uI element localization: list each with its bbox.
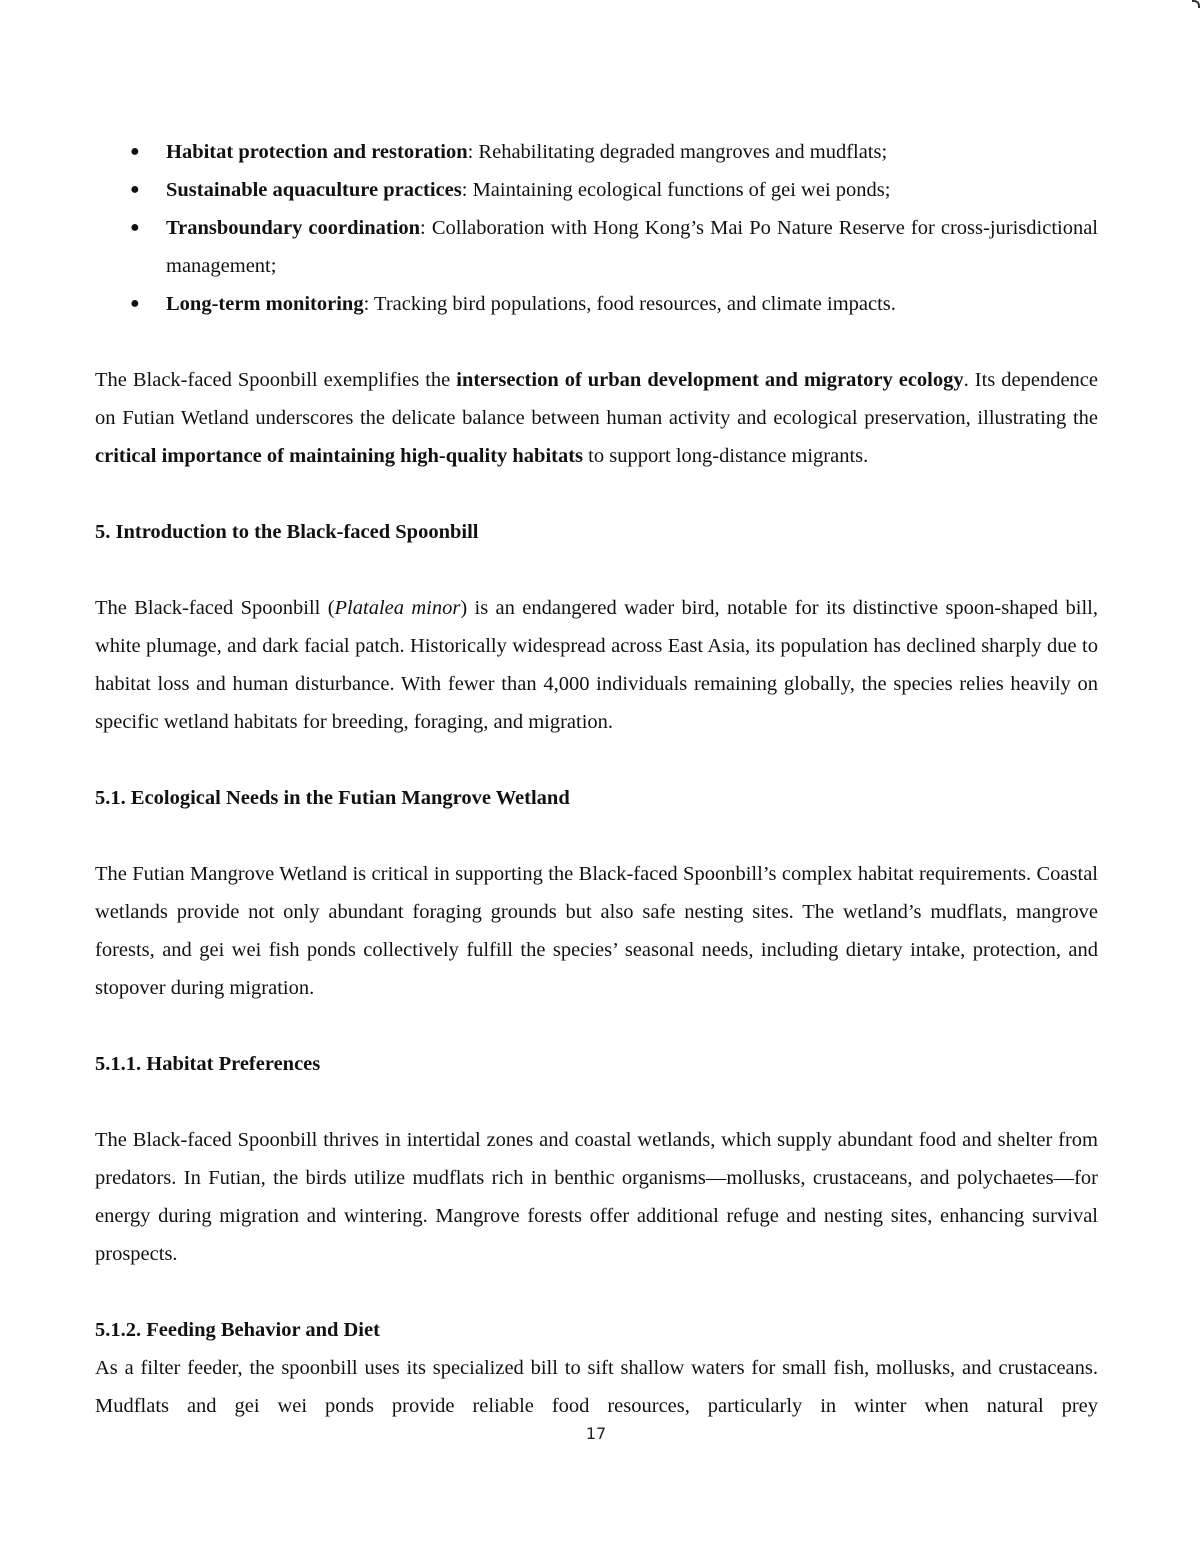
- species-name: Platalea minor: [334, 597, 461, 619]
- emphasis-text: intersection of urban development and migratory ecology: [456, 369, 964, 391]
- section-5-paragraph: The Black-faced Spoonbill (Platalea minor) is an endangered wader bird, notable for its distinctive spoon-shaped bill, white plumage, and dark facial patch. Historically widespread across East Asia, its population has declined sharply due to habitat loss and human disturbance. With fewer than 4,000 individuals remaining globally, the species relies heavily on specific wetland habitats for breeding, foraging, and migration.: [95, 597, 1099, 733]
- section-heading-5-1-1: 5.1.1. Habitat Preferences: [95, 1053, 321, 1075]
- bullet-term: Transboundary coordination: [166, 217, 421, 239]
- bullet-item: [95, 209, 1098, 285]
- page-corner-mark: [1192, 0, 1200, 8]
- bullet-text: : Rehabilitating degraded mangroves and mudflats;: [467, 141, 888, 163]
- section-heading-5-1: 5.1. Ecological Needs in the Futian Mangrove Wetland: [95, 787, 570, 809]
- bullet-term: Habitat protection and restoration: [166, 141, 468, 163]
- bullet-text: : Maintaining ecological functions of gei wei ponds;: [461, 179, 891, 201]
- bullet-item: [95, 171, 1098, 209]
- bullet-text: : Tracking bird populations, food resources, and climate impacts.: [363, 293, 896, 315]
- bullet-term: Sustainable aquaculture practices: [166, 179, 462, 201]
- section-5-1-1-paragraph: The Black-faced Spoonbill thrives in intertidal zones and coastal wetlands, which supply abundant food and shelter from predators. In Futian, the birds utilize mudflats rich in benthic organisms—mollusks, crustaceans, and polychaetes—for energy during migration and wintering. Mangrove forests offer additional refuge and nesting sites, enhancing survival prospects.: [95, 1129, 1098, 1265]
- section-5-1-2-paragraph: As a filter feeder, the spoonbill uses its specialized bill to sift shallow waters for small fish, mollusks, and crustaceans. Mudflats and gei wei ponds provide reliable food resources, particularly in winter when natural prey: [95, 1357, 1098, 1417]
- bullet-icon: ●: [130, 181, 140, 198]
- bullet-text: : Collaboration with Hong Kong’s Mai Po Nature Reserve for cross-jurisdictional management;: [166, 217, 1099, 277]
- page-number: 17: [585, 1424, 607, 1443]
- strategy-bullet-list: [95, 133, 1098, 323]
- emphasis-text: critical importance of maintaining high-quality habitats: [95, 445, 584, 467]
- bullet-term: Long-term monitoring: [166, 293, 364, 315]
- bullet-item: [95, 285, 1098, 323]
- section-heading-5: 5. Introduction to the Black-faced Spoonbill: [95, 521, 479, 543]
- bullet-icon: ●: [130, 219, 140, 236]
- section-heading-5-1-2: 5.1.2. Feeding Behavior and Diet: [95, 1319, 380, 1341]
- bullet-item: [95, 133, 1098, 171]
- bullet-icon: ●: [130, 295, 140, 312]
- bullet-icon: ●: [130, 143, 140, 160]
- summary-paragraph: The Black-faced Spoonbill exemplifies the intersection of urban development and migratory ecology. Its dependence on Futian Wetland underscores the delicate balance between human activity and ecological preservation, illustrating the critical importance of maintaining high-quality habitats to support long-distance migrants.: [95, 369, 1098, 467]
- page-content: [95, 133, 1098, 1425]
- section-5-1-paragraph: The Futian Mangrove Wetland is critical in supporting the Black-faced Spoonbill’s complex habitat requirements. Coastal wetlands provide not only abundant foraging grounds but also safe nesting sites. The wetland’s mudflats, mangrove forests, and gei wei fish ponds collectively fulfill the species’ seasonal needs, including dietary intake, protection, and stopover during migration.: [95, 863, 1098, 999]
